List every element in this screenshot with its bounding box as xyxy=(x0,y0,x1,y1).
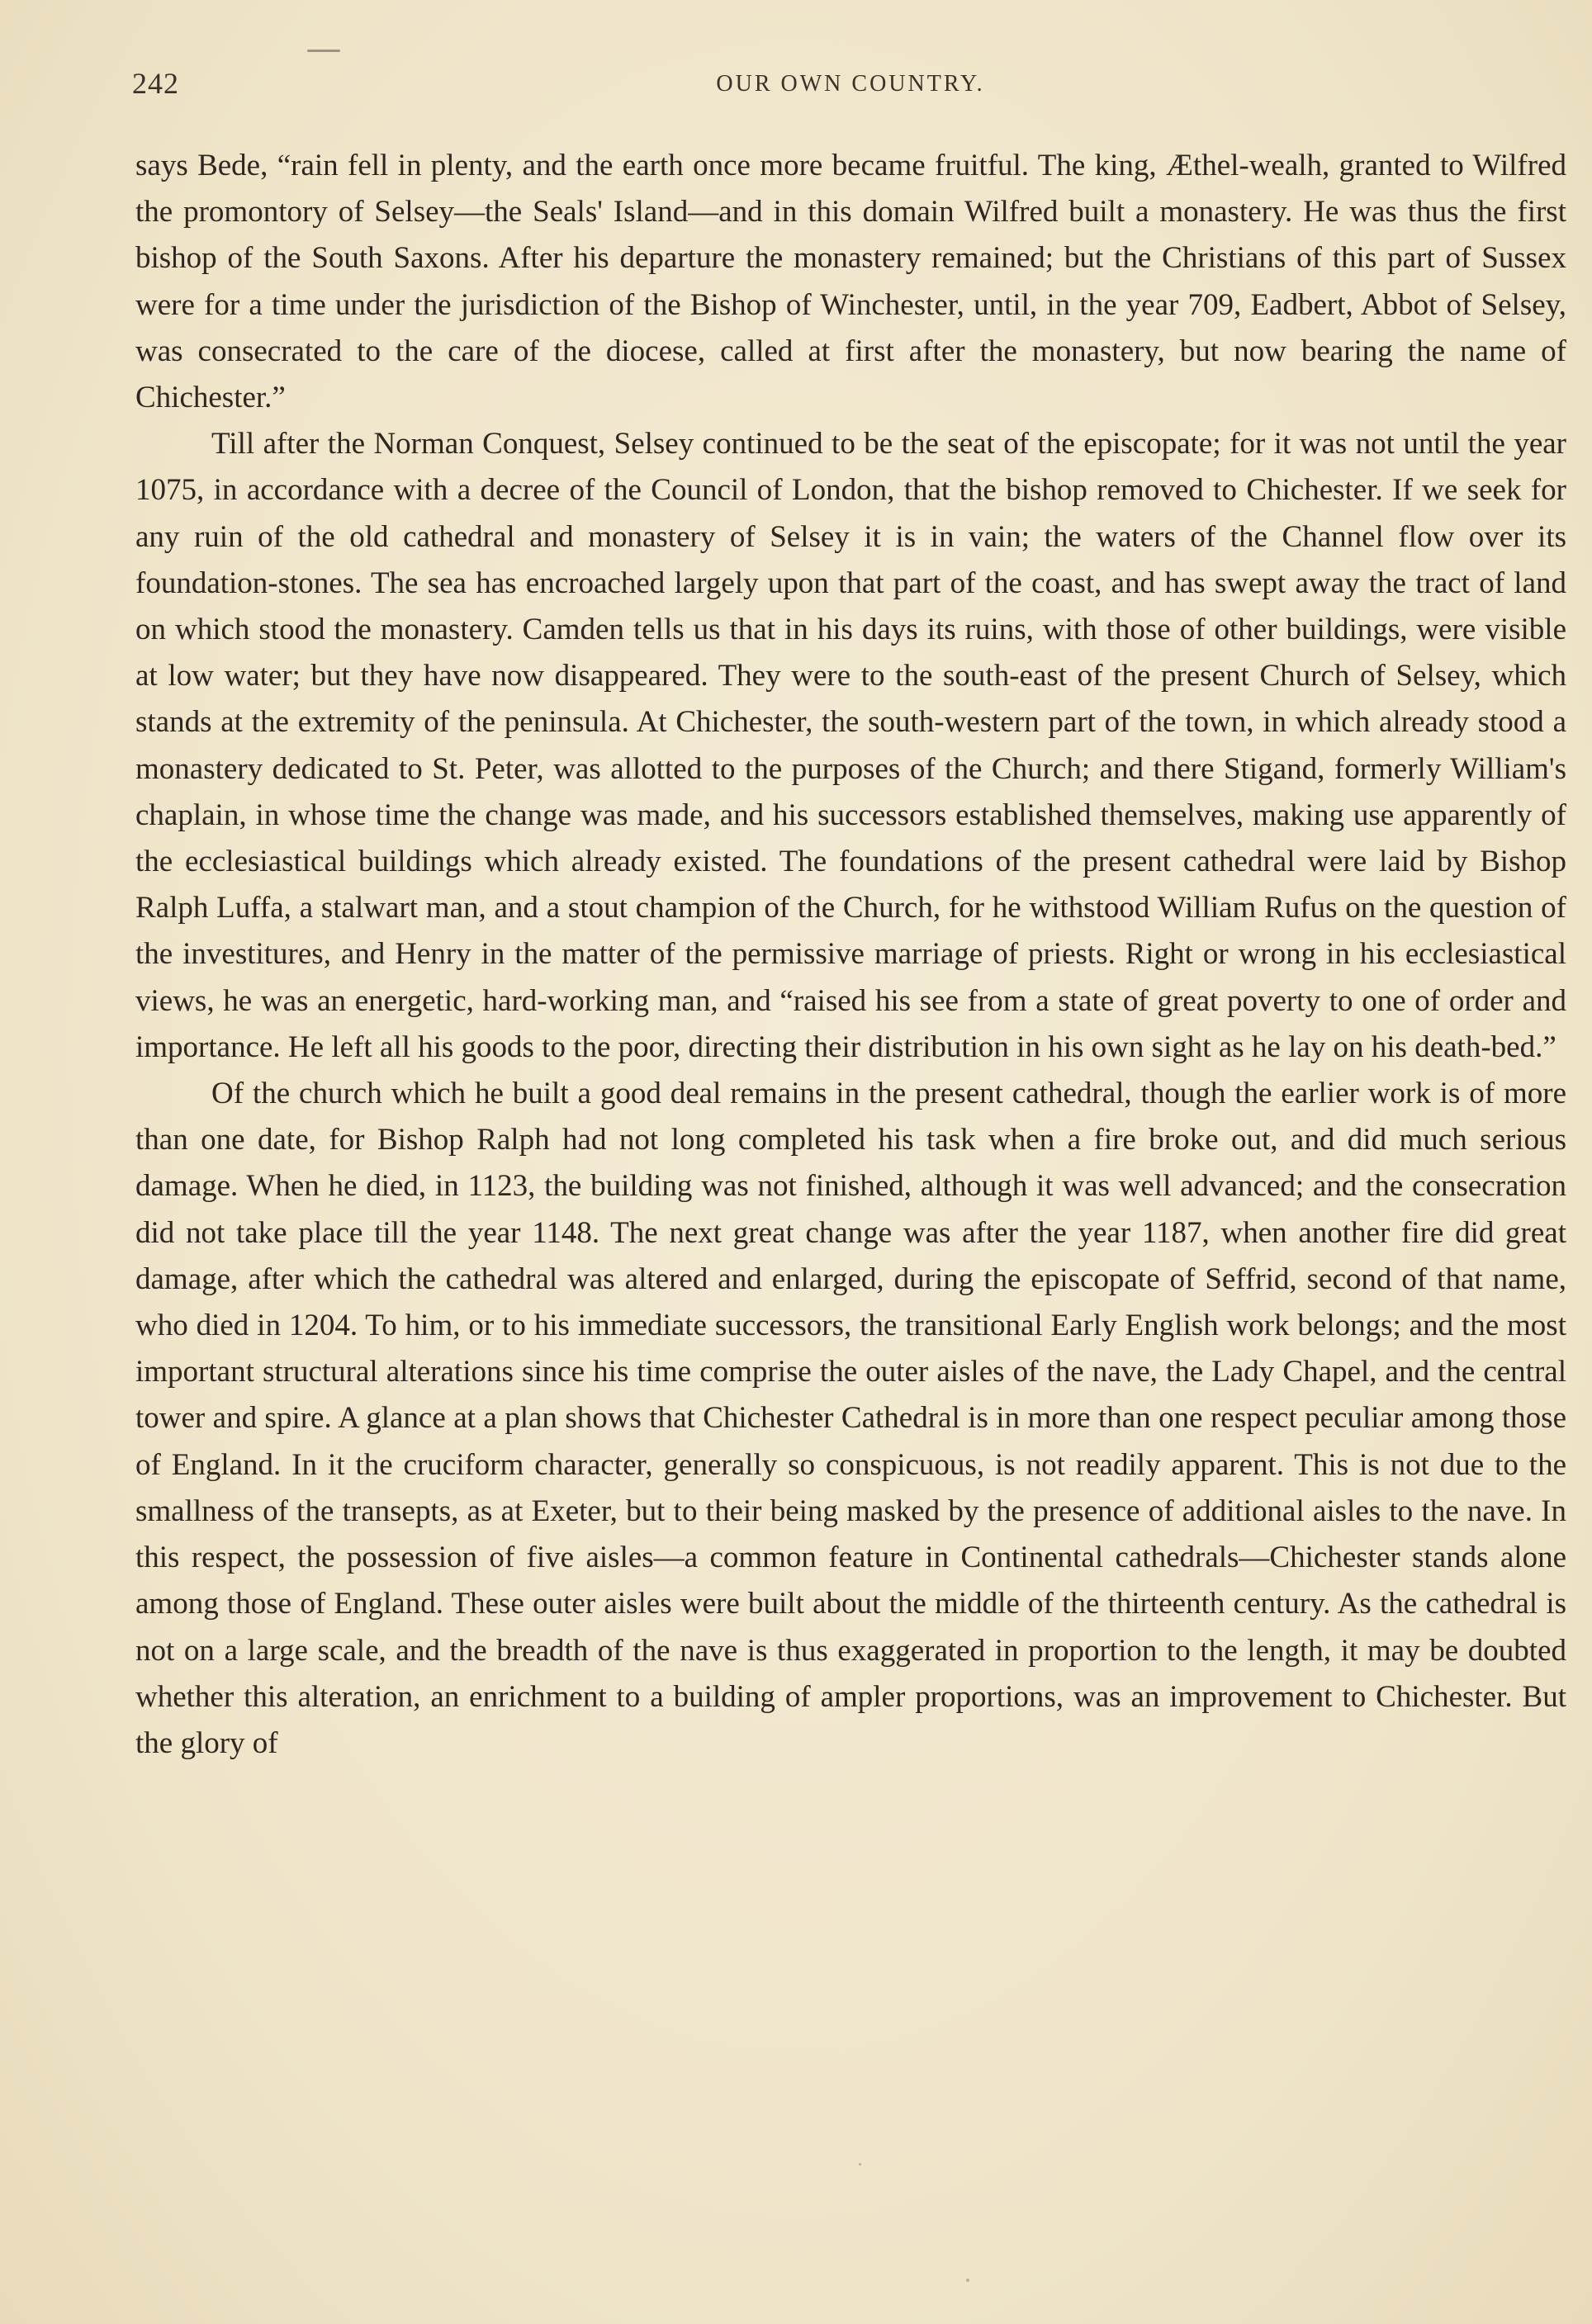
page-number: 242 xyxy=(132,67,179,100)
paragraph-church-history: Of the church which he built a good deal remains in the present cathedral, though the earlier work is of more than one date, for Bishop Ralph had not long completed his task when a fire broke out, and did much serious damage. When he died, in 1123, the building was not finished, although it was well advanced; and the consecration did not take place till the year 1148. The next great change was after the year 1187, when another fire did great damage, after which the cathedral was altered and enlarged, during the episcopate of Seffrid, second of that name, who died in 1204. To him, or to his immediate successors, the transitional Early English work belongs; and the most important structural alterations since his time comprise the outer aisles of the nave, the Lady Chapel, and the central tower and spire. A glance at a plan shows that Chichester Cathedral is in more than one respect peculiar among those of England. In it the cruciform character, generally so conspicuous, is not readily apparent. This is not due to the smallness of the transepts, as at Exeter, but to their being masked by the presence of additional aisles to the nave. In this respect, the possession of five aisles—a common feature in Continental cathedrals—Chichester stands alone among those of England. These outer aisles were built about the middle of the thirteenth century. As the cathedral is not on a large scale, and the breadth of the nave is thus exaggerated in proportion to the length, it may be doubted whether this alteration, an enrichment to a building of ampler proportions, was an improvement to Chichester. But the glory of xyxy=(135,1077,1566,1760)
paper-speck xyxy=(966,2279,969,2282)
body-text xyxy=(135,143,1566,1767)
page-header xyxy=(132,59,1569,109)
running-title: OUR OWN COUNTRY. xyxy=(716,71,985,97)
ink-smudge xyxy=(307,50,340,52)
paper-speck xyxy=(859,2163,861,2165)
paragraph-continued: says Bede, “rain fell in plenty, and the earth once more became fruitful. The king, Æthel-wealh, granted to Wilfred the promontory of Selsey—the Seals' Island—and in this domain Wilfred built a monastery. He was thus the first bishop of the South Saxons. After his departure the monastery remained; but the Christians of this part of Sussex were for a time under the jurisdiction of the Bishop of Winchester, until, in the year 709, Eadbert, Abbot of Selsey, was consecrated to the care of the diocese, called at first after the monastery, but now bearing the name of Chichester.” xyxy=(135,149,1566,415)
paragraph-norman-conquest: Till after the Norman Conquest, Selsey continued to be the seat of the episcopate; for it was not until the year 1075, in accordance with a decree of the Council of London, that the bishop removed to Chichester. If we seek for any ruin of the old cathedral and monastery of Selsey it is in vain; the waters of the Channel flow over its foundation-stones. The sea has encroached largely upon that part of the coast, and has swept away the tract of land on which stood the monastery. Camden tells us that in his days its ruins, with those of other buildings, were visible at low water; but they have now disappeared. They were to the south-east of the present Church of Selsey, which stands at the extremity of the peninsula. At Chichester, the south-western part of the town, in which already stood a monastery dedicated to St. Peter, was allotted to the purposes of the Church; and there Stigand, formerly William's chaplain, in whose time the change was made, and his successors established themselves, making use apparently of the ecclesiastical buildings which already existed. The foundations of the present cathedral were laid by Bishop Ralph Luffa, a stalwart man, and a stout champion of the Church, for he withstood William Rufus on the question of the investitures, and Henry in the matter of the permissive marriage of priests. Right or wrong in his ecclesiastical views, he was an energetic, hard-working man, and “raised his see from a state of great poverty to one of order and importance. He left all his goods to the poor, directing their distribution in his own sight as he lay on his death-bed.” xyxy=(135,427,1566,1064)
